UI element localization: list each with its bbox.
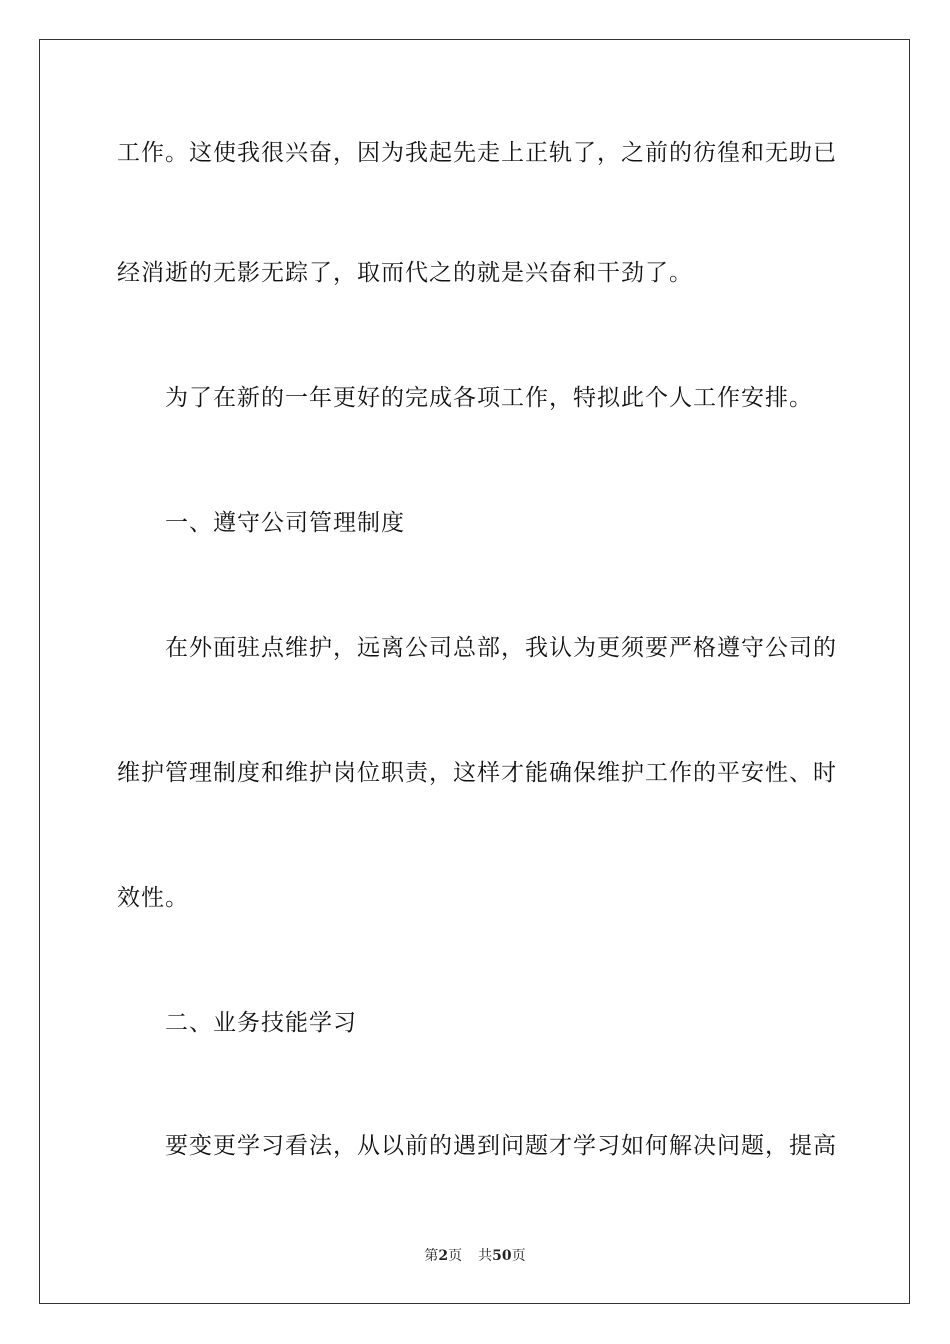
body-line-1: 工作。这使我很兴奋，因为我起先走上正轨了，之前的彷徨和无助已: [117, 140, 837, 166]
page-footer: [0, 1247, 950, 1265]
section-heading-1: 一、遵守公司管理制度: [165, 510, 405, 536]
page-prefix: 第: [424, 1248, 439, 1264]
total-suffix: 页: [511, 1248, 526, 1264]
page-border: [39, 39, 910, 1304]
body-line-2: 经消逝的无影无踪了，取而代之的就是兴奋和干劲了。: [117, 260, 693, 286]
total-pages: 50: [492, 1248, 512, 1264]
body-line-9: 要变更学习看法，从以前的遇到问题才学习如何解决问题，提高: [165, 1133, 837, 1159]
page-suffix: 页: [448, 1248, 463, 1264]
body-line-5: 在外面驻点维护，远离公司总部，我认为更须要严格遵守公司的: [165, 635, 837, 661]
body-line-6: 维护管理制度和维护岗位职责，这样才能确保维护工作的平安性、时: [117, 760, 837, 786]
section-heading-2: 二、业务技能学习: [165, 1010, 357, 1036]
paragraph-intro: 为了在新的一年更好的完成各项工作，特拟此个人工作安排。: [165, 385, 813, 411]
body-line-7: 效性。: [117, 885, 189, 911]
page-number: 2: [438, 1248, 449, 1264]
total-prefix: 共: [478, 1248, 493, 1264]
